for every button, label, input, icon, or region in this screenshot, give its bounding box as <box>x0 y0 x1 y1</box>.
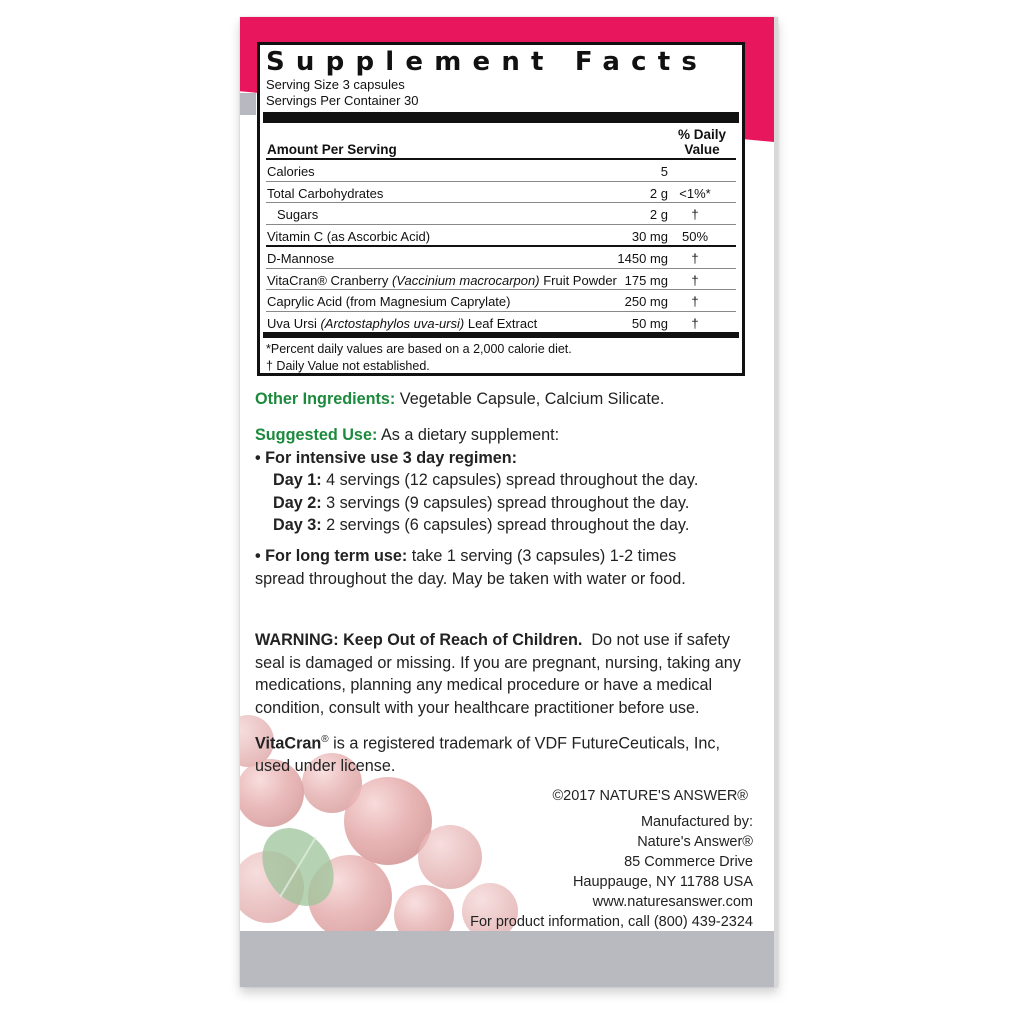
nutrient-dv: † <box>691 294 699 309</box>
nutrient-amount: 50 mg <box>631 315 668 331</box>
day-2-line: Day 2: 3 servings (9 capsules) spread throughout the day. <box>273 493 690 512</box>
long-term-use: • For long term use: take 1 serving (3 capsules) 1-2 times spread throughout the day. May be taken with water or food. <box>255 547 686 588</box>
nutrient-dv: † <box>691 207 699 222</box>
nutrient-dv: † <box>691 251 699 266</box>
nutrient-name: Uva Ursi (Arctostaphylos uva-ursi) Leaf Extract <box>267 315 538 331</box>
phone-text: For product information, call (800) 439-2324 <box>470 914 753 930</box>
website-text: www.naturesanswer.com <box>592 894 753 910</box>
facts-row <box>266 290 736 312</box>
facts-header-row <box>266 123 736 160</box>
facts-row <box>266 203 736 225</box>
nutrient-name: Total Carbohydrates <box>267 185 384 201</box>
facts-row <box>266 160 736 182</box>
nutrient-amount: 175 mg <box>624 272 668 288</box>
suggested-use: Suggested Use: As a dietary supplement: • For intensive use 3 day regimen: Day 1: 4 servings (12 capsules) spread throughout the day. Day 2: 3 servings (9 capsules) spread throughout the day. Day 3: 2 servings (6 capsules) spread throughout the day. <box>255 424 755 537</box>
amount-per-serving-header: Amount Per Serving <box>267 142 397 157</box>
nutrient-dv: † <box>691 272 699 288</box>
other-ingredients <box>255 388 755 411</box>
footnote-percent: *Percent daily values are based on a 2,000 calorie diet. <box>266 342 572 356</box>
nutrient-name: Caprylic Acid (from Magnesium Caprylate) <box>267 294 511 309</box>
nutrient-amount: 250 mg <box>624 294 668 309</box>
other-ingredients-label: Other Ingredients: <box>255 390 396 408</box>
nutrient-name: Sugars <box>277 207 319 222</box>
nutrient-name: VitaCran® Cranberry (Vaccinium macrocarpon) Fruit Powder <box>267 272 617 288</box>
nutrient-name: D-Mannose <box>267 251 335 266</box>
gray-accent-tab <box>240 93 256 115</box>
facts-row <box>266 269 736 291</box>
facts-row <box>266 225 736 248</box>
long-term-label: • For long term use: <box>255 547 408 565</box>
suggested-use-label: Suggested Use: <box>255 426 378 444</box>
nutrient-dv: † <box>691 315 699 331</box>
thick-divider <box>263 112 739 123</box>
intensive-use-heading: • For intensive use 3 day regimen: <box>255 448 518 467</box>
facts-title: Supplement Facts <box>266 47 709 77</box>
other-ingredients-text: Vegetable Capsule, Calcium Silicate. <box>395 390 665 408</box>
trademark-note: VitaCran® is a registered trademark of VDF FutureCeuticals, Inc, used under license. <box>255 734 721 775</box>
servings-per-container: Servings Per Container 30 <box>266 93 419 108</box>
daily-value-header: % Daily Value <box>677 127 726 157</box>
label-edge-shade <box>774 17 778 987</box>
day-3-line: Day 3: 2 servings (6 capsules) spread throughout the day. <box>273 516 690 534</box>
copyright-line: ©2017 NATURE'S ANSWER® <box>552 788 748 804</box>
nutrient-amount: 5 <box>660 164 668 179</box>
warning-label: WARNING: Keep Out of Reach of Children. <box>255 631 583 649</box>
nutrient-amount: 1450 mg <box>617 251 668 266</box>
bottom-gray-bar <box>240 931 778 987</box>
manufacturer-block: Manufactured by: Nature's Answer® 85 Commerce Drive Hauppauge, NY 11788 USA www.naturesanswer.com For product information, call (800) 439-2324 <box>430 812 753 932</box>
nutrient-amount: 2 g <box>649 185 668 201</box>
warning-section: WARNING: Keep Out of Reach of Children. Do not use if safety seal is damaged or missing. If you are pregnant, nursing, taking any medications, planning any medical procedure or have a medical condition, consult with your healthcare practitioner before use. <box>255 631 741 717</box>
nutrient-amount: 2 g <box>649 207 668 222</box>
supplement-facts-panel <box>257 42 745 376</box>
nutrient-dv: 50% <box>681 228 709 244</box>
nutrient-name: Calories <box>267 164 315 179</box>
facts-row <box>266 247 736 269</box>
trademark-brand: VitaCran <box>255 734 322 753</box>
nutrient-amount: 30 mg <box>631 228 668 244</box>
day-1-line: Day 1: 4 servings (12 capsules) spread throughout the day. <box>273 471 699 489</box>
serving-size: Serving Size 3 capsules <box>266 77 405 92</box>
footnote-dagger: † Daily Value not established. <box>266 359 430 373</box>
nutrient-dv: <1%* <box>679 185 711 201</box>
facts-row <box>266 312 736 333</box>
nutrient-name: Vitamin C (as Ascorbic Acid) <box>267 228 431 244</box>
facts-row <box>266 182 736 204</box>
